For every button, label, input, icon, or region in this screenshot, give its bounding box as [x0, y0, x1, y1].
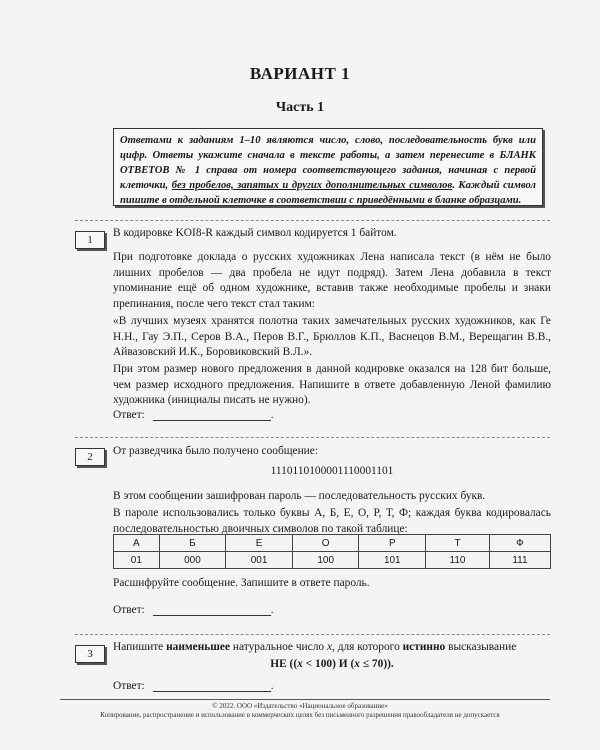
text-fragment: высказывание — [445, 641, 517, 653]
task2-paragraph: В этом сообщении зашифрован пароль — последовательность русских букв. — [113, 490, 486, 502]
task1-question: При этом размер нового предложения в данной кодировке оказался на 128 бит больше, чем размер исходного предложения. Напишите в ответе добавленную Леной фамилию художника (инициалы писать не нужно). — [113, 363, 551, 406]
variant-title: ВАРИАНТ 1 — [249, 64, 351, 83]
text-fragment: Напишите — [113, 641, 167, 653]
table-cell: 000 — [159, 552, 226, 569]
variable-x: x — [297, 658, 303, 670]
task-number-3: 3 — [75, 645, 105, 663]
answer-end: . — [270, 409, 274, 421]
footer-copyright: © 2022. ООО «Издательство «Национальное образование» — [212, 702, 388, 710]
text-fragment: , для которого — [332, 641, 403, 653]
table-cell: 01 — [114, 552, 160, 569]
task3-answer — [113, 679, 274, 692]
separator — [75, 220, 550, 221]
answer-end: . — [270, 604, 274, 616]
task1-answer — [113, 408, 274, 421]
table-cell: Е — [226, 535, 293, 552]
instructions-underlined: без пробелов, запятых и других дополнительных символов — [171, 180, 453, 191]
task2-intro: От разведчика было получено сообщение: — [113, 445, 319, 457]
text-fragment: натуральное число — [230, 641, 327, 653]
task2-question: Расшифруйте сообщение. Запишите в ответе пароль. — [113, 577, 370, 589]
table-cell: 110 — [426, 552, 490, 569]
table-cell: 111 — [489, 552, 550, 569]
instructions-text-b: . Каждый символ пишите в отдельной клеточке в соответствии с приведёнными в бланке образцами. — [120, 180, 536, 206]
expr-part: (( — [286, 658, 298, 670]
footer-divider — [60, 699, 550, 700]
expr-and: И — [338, 658, 348, 670]
table-cell: А — [114, 535, 160, 552]
table-cell: 001 — [226, 552, 293, 569]
table-cell: 100 — [292, 552, 359, 569]
task-number-1: 1 — [75, 231, 105, 249]
table-cell: О — [292, 535, 359, 552]
expr-part: ≤ 70)). — [359, 658, 394, 670]
footer-notice: Копирование, распространение и использование в коммерческих целях без письменного разрешения правообладателя не допускается — [100, 711, 500, 719]
separator — [75, 437, 550, 438]
variable-x: x — [326, 641, 332, 653]
table-cell: 101 — [359, 552, 426, 569]
answer-input-line[interactable] — [153, 679, 271, 692]
table-cell: Т — [426, 535, 490, 552]
answer-label: Ответ: — [113, 604, 145, 616]
task3-expression — [113, 657, 551, 673]
table-cell: Р — [359, 535, 426, 552]
task1-quote: «В лучших музеях хранятся полотна таких замечательных русских художников, как Ге Н.Н., Гау Э.П., Серов В.А., Перов В.Г., Брюллов К.П., Васнецов В.М., Верещагин В.В., Айвазовский И.К., Боровиковский В.Л.». — [113, 315, 551, 358]
answer-input-line[interactable] — [153, 603, 271, 616]
answer-label: Ответ: — [113, 680, 145, 692]
task3-question — [113, 640, 551, 656]
separator — [75, 634, 550, 635]
instructions-box — [113, 128, 543, 206]
answer-label: Ответ: — [113, 409, 145, 421]
task2-table-intro: В пароле использовались только буквы А, Б, Е, О, Р, Т, Ф; каждая буква кодировалась последовательностью двоичных символов по такой таблице: — [113, 507, 551, 535]
table-cell: Ф — [489, 535, 550, 552]
text-bold-fragment: истинно — [402, 641, 446, 653]
code-table — [113, 534, 551, 569]
task1-paragraph: При подготовке доклада о русских художниках Лена написала текст (в нём не было лишних пробелов — два пробела не идут подряд). Затем Лена добавила в текст упоминание ещё об одном художнике, вставив также необходимые пробелы и знаки препинания, после чего текст стал таким: — [113, 251, 551, 310]
code-table-letters-row — [114, 535, 551, 552]
expr-part: ( — [347, 658, 355, 670]
part-title: Часть 1 — [275, 100, 325, 115]
instructions-text-a: Ответами к заданиям 1–10 являются число, слово, последовательность букв или цифр. Ответы укажите сначала в тексте работы, а затем перенесите в БЛАНК ОТВЕТОВ № 1 справа от номера соответствующего задания, начиная с первой клеточки, — [120, 135, 536, 191]
table-cell: Б — [159, 535, 226, 552]
text-bold-fragment: наименьшее — [166, 641, 231, 653]
code-table-codes-row — [114, 552, 551, 569]
variable-x: x — [354, 658, 360, 670]
answer-end: . — [270, 680, 274, 692]
task-number-2: 2 — [75, 448, 105, 466]
expr-part: < 100) — [302, 658, 339, 670]
task2-answer — [113, 603, 274, 616]
task1-intro: В кодировке KOI8-R каждый символ кодируется 1 байтом. — [113, 227, 397, 239]
answer-input-line[interactable] — [153, 408, 271, 421]
task2-message: 1110110100001110001101 — [270, 465, 394, 477]
expr-not: НЕ — [270, 658, 287, 670]
